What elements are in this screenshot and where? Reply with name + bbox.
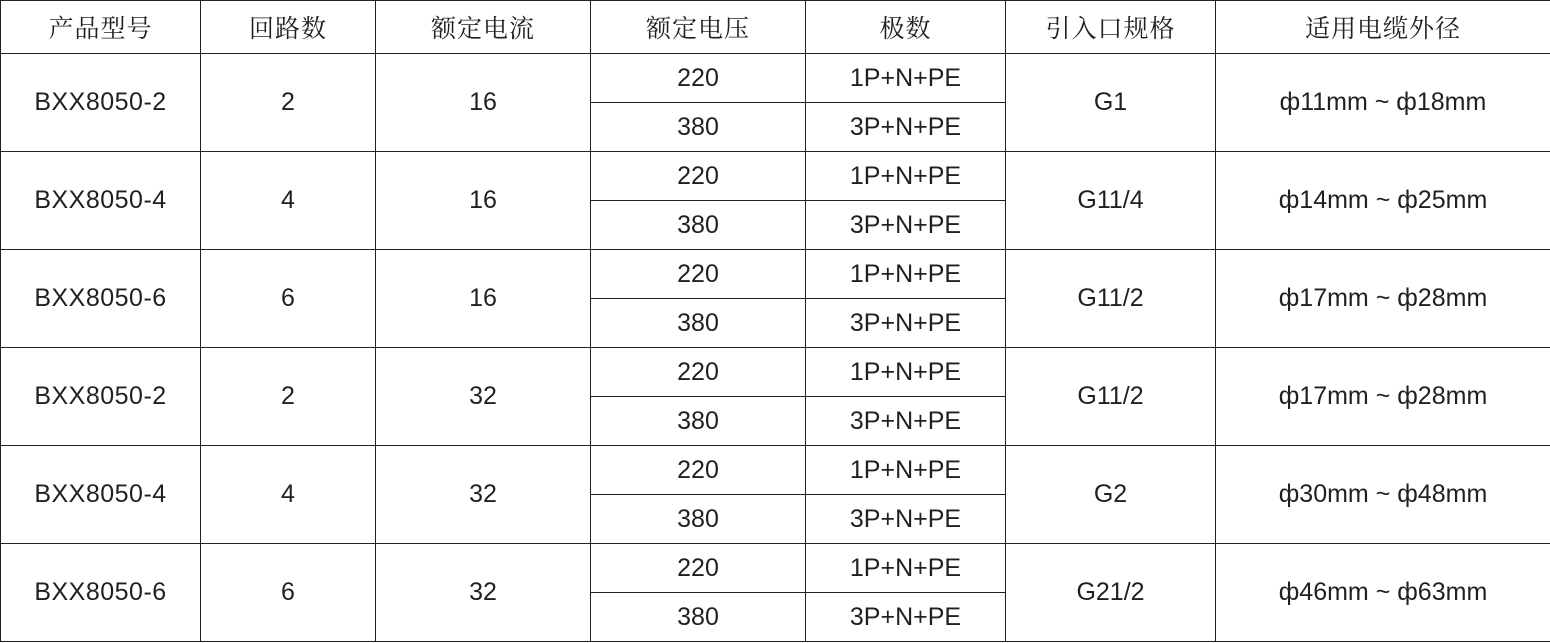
table-row xyxy=(1,54,1550,103)
cell-cable-diameter: ф30mm ~ ф48mm xyxy=(1216,446,1550,544)
cell-cable-diameter: ф46mm ~ ф63mm xyxy=(1216,544,1550,642)
cell-inlet-spec: G11/4 xyxy=(1006,152,1216,250)
cell-inlet-spec: G11/2 xyxy=(1006,250,1216,348)
cell-inlet-spec: G2 xyxy=(1006,446,1216,544)
cell-cable-diameter: ф11mm ~ ф18mm xyxy=(1216,54,1550,152)
cell-rated-voltage: 220 xyxy=(591,54,806,103)
cell-cable-diameter: ф17mm ~ ф28mm xyxy=(1216,348,1550,446)
cell-rated-voltage: 220 xyxy=(591,152,806,201)
table-header-row xyxy=(1,1,1550,54)
cell-rated-voltage: 220 xyxy=(591,250,806,299)
table-row xyxy=(1,348,1550,397)
cell-cable-diameter: ф17mm ~ ф28mm xyxy=(1216,250,1550,348)
column-header-rated-current: 额定电流 xyxy=(376,1,591,54)
cell-product-model: BXX8050-4 xyxy=(1,446,201,544)
cell-loop-count: 2 xyxy=(201,54,376,152)
table-header xyxy=(1,1,1550,54)
cell-poles: 3P+N+PE xyxy=(806,495,1006,544)
cell-poles: 1P+N+PE xyxy=(806,348,1006,397)
cell-rated-voltage: 380 xyxy=(591,397,806,446)
cell-loop-count: 4 xyxy=(201,152,376,250)
table-row xyxy=(1,446,1550,495)
cell-rated-voltage: 380 xyxy=(591,593,806,642)
column-header-model: 产品型号 xyxy=(1,1,201,54)
cell-product-model: BXX8050-6 xyxy=(1,250,201,348)
column-header-loops: 回路数 xyxy=(201,1,376,54)
cell-poles: 3P+N+PE xyxy=(806,397,1006,446)
cell-rated-current: 32 xyxy=(376,348,591,446)
cell-poles: 1P+N+PE xyxy=(806,544,1006,593)
table-row xyxy=(1,544,1550,593)
cell-product-model: BXX8050-6 xyxy=(1,544,201,642)
cell-poles: 1P+N+PE xyxy=(806,152,1006,201)
cell-loop-count: 2 xyxy=(201,348,376,446)
cell-product-model: BXX8050-4 xyxy=(1,152,201,250)
table-row xyxy=(1,152,1550,201)
column-header-rated-voltage: 额定电压 xyxy=(591,1,806,54)
cell-rated-current: 16 xyxy=(376,250,591,348)
cell-rated-current: 16 xyxy=(376,152,591,250)
cell-product-model: BXX8050-2 xyxy=(1,348,201,446)
cell-poles: 1P+N+PE xyxy=(806,446,1006,495)
cell-rated-voltage: 220 xyxy=(591,348,806,397)
cell-rated-voltage: 380 xyxy=(591,299,806,348)
cell-product-model: BXX8050-2 xyxy=(1,54,201,152)
cell-poles: 1P+N+PE xyxy=(806,54,1006,103)
cell-rated-current: 32 xyxy=(376,544,591,642)
cell-inlet-spec: G1 xyxy=(1006,54,1216,152)
table-body xyxy=(1,54,1550,642)
cell-rated-voltage: 380 xyxy=(591,103,806,152)
cell-loop-count: 6 xyxy=(201,250,376,348)
cell-inlet-spec: G11/2 xyxy=(1006,348,1216,446)
cell-rated-voltage: 380 xyxy=(591,201,806,250)
cell-rated-voltage: 220 xyxy=(591,544,806,593)
cell-loop-count: 6 xyxy=(201,544,376,642)
cell-poles: 3P+N+PE xyxy=(806,201,1006,250)
cell-poles: 1P+N+PE xyxy=(806,250,1006,299)
cell-poles: 3P+N+PE xyxy=(806,593,1006,642)
cell-poles: 3P+N+PE xyxy=(806,299,1006,348)
column-header-inlet-spec: 引入口规格 xyxy=(1006,1,1216,54)
column-header-cable-diameter: 适用电缆外径 xyxy=(1216,1,1550,54)
column-header-poles: 极数 xyxy=(806,1,1006,54)
cell-inlet-spec: G21/2 xyxy=(1006,544,1216,642)
cell-cable-diameter: ф14mm ~ ф25mm xyxy=(1216,152,1550,250)
cell-poles: 3P+N+PE xyxy=(806,103,1006,152)
cell-rated-voltage: 220 xyxy=(591,446,806,495)
cell-rated-current: 32 xyxy=(376,446,591,544)
table-row xyxy=(1,250,1550,299)
cell-rated-voltage: 380 xyxy=(591,495,806,544)
cell-rated-current: 16 xyxy=(376,54,591,152)
cell-loop-count: 4 xyxy=(201,446,376,544)
